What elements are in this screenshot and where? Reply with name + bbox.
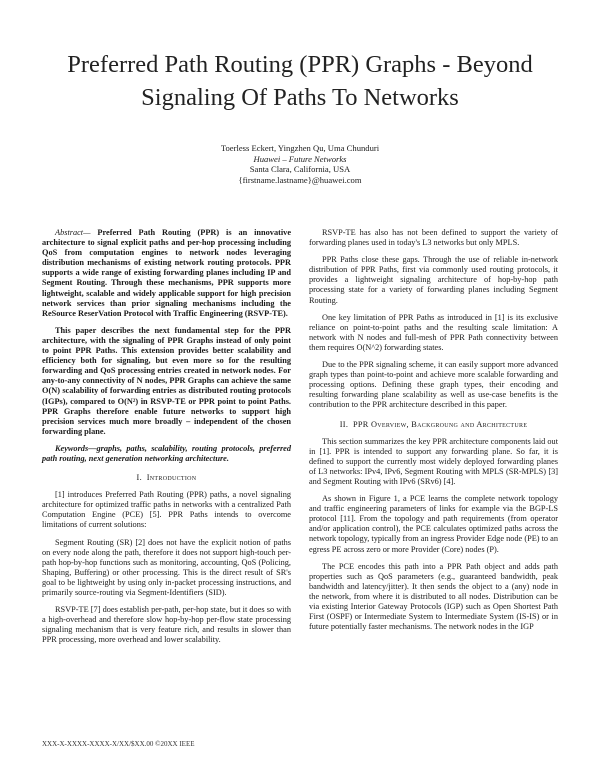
author-block	[100, 143, 500, 185]
section-1-heading	[42, 473, 291, 483]
paper-title: Preferred Path Routing (PPR) Graphs - Beyond Signaling Of Paths To Networks	[67, 51, 533, 111]
abstract-paragraph-2: This paper describes the next fundamental step for the PPR architecture, with the signaling of PPR Graphs instead of only point to point PPR Paths. This extension provides better scalability and efficiency both for signaling, but even more so for the resulting forwarding and QoS processing entries created in network nodes. For any-to-any connectivity of N nodes, PPR Graphs can achieve the same O(N) scalability of forwarding entries as distributed routing protocols (IGPs), compared to O(N²) in RSVP-TE or PPR point to point Paths. PPR Graphs therefore enable future networks to support high precision services much more broadly – independent of the chosen forwarding plane.	[42, 325, 291, 436]
abstract-lead: Abstract—	[55, 228, 91, 237]
keywords: Keywords—graphs, paths, scalability, routing protocols, preferred path routing, next generation networking architecture.	[42, 443, 291, 463]
author-affiliation: Huawei – Future Networks	[253, 153, 347, 164]
right-paragraph-4: Due to the PPR signaling scheme, it can easily support more advanced graph types than point-to-point and achieve more scalable forwarding and processing options. Defining these graph types, their encoding and resulting forwarding plane scalability as well as use-case benefits is the contribution to the PPR architecture described in this paper.	[309, 360, 558, 410]
overview-paragraph-2: As shown in Figure 1, a PCE learns the complete network topology and traffic engineering parameters of links for example via the BGP-LS protocol [11]. From the topology and path requirements (from operator and/or application control), the PCE calculates optimized paths across the network topology, typically from an ingress Provider Edge node (PE) to an egress PE across zero or more Provider (Core) nodes (P).	[309, 494, 558, 554]
abstract-text-1: Preferred Path Routing (PPR) is an innovative architecture to signal explicit paths and per-hop processing including QoS from computation engines to network nodes leveraging distribution mechanisms of existing network routing protocols. PPR supports a wide range of existing forwarding planes including IP and Segment Routing. Through these mechanisms, PPR supports more lightweight, scalable and widely applicable support for high precision network services than prior signaling mechanisms including the ReSource ReserVation Protocol with Traffic Engineering (RSVP-TE).	[42, 228, 292, 318]
right-column	[309, 228, 558, 639]
right-paragraph-2: PPR Paths close these gaps. Through the use of reliable in-network distribution of PPR Paths, first via commonly used routing protocols, it provides a lightweight signaling architecture of hop-by-hop path processing state for a variety of forwarding planes including Segment Routing.	[309, 255, 558, 305]
section-2-number: II.	[339, 419, 349, 429]
left-column	[42, 228, 291, 652]
right-paragraph-3: One key limitation of PPR Paths as introduced in [1] is its exclusive reliance on point-to-point paths and the resulting scale limitation: A network with N nodes and full-mesh of PPR Path connectivity between them requires O(N^2) forwarding states.	[309, 312, 558, 352]
intro-paragraph-1: [1] introduces Preferred Path Routing (PPR) paths, a novel signaling architecture for optimized traffic paths in networks with a centralized Path Computation Engine (PCE) [5]. PPR Paths intends to overcome limitations of current solutions:	[42, 490, 291, 530]
section-2-heading	[309, 420, 558, 430]
overview-paragraph-1: This section summarizes the key PPR architecture components laid out in [1]. PPR is intended to support any forwarding plane. So far, it is defined to support the currently most widely deployed forwarding planes of L3 networks: IPv4, IPv6, Segment Routing with MPLS (SR-MPLS) [3] and Segment Routing with IPv6 (SRv6) [4].	[309, 436, 558, 486]
section-1-number: I.	[136, 473, 142, 483]
right-paragraph-1: RSVP-TE has also has not been defined to support the variety of forwarding planes used in today's L3 networks but only MPLS.	[309, 228, 558, 248]
intro-paragraph-3: RSVP-TE [7] does establish per-path, per-hop state, but it does so with a high-overhead and therefore slow hop-by-hop per-flow state processing signaling mechanism that is very feature rich, and results in slower than PPR processing, more overhead and lower scalability.	[42, 605, 291, 645]
author-email: {firstname.lastname}@huawei.com	[238, 174, 362, 185]
author-names: Toerless Eckert, Yingzhen Qu, Uma Chunduri	[220, 143, 380, 153]
overview-paragraph-3: The PCE encodes this path into a PPR Path object and adds path properties such as QoS parameters (e.g., guaranteed bandwidth, peak bandwidth and latency/jitter). It then sends the object to a (any) node in the network, from where it is distributed to all nodes. Distribution can be via existing Interior Gateway Protocols (IGP) such as Open Shortest Path First (OSPF) or Intermediate System to Intermediate System (IS-IS) or in future potentially faster mechanisms. The network nodes in the IGP	[309, 561, 558, 632]
intro-paragraph-2: Segment Routing (SR) [2] does not have the explicit notion of paths on every node along the path, therefore it does not support high-touch per-path hop-by-hop functions such as monitoring, accounting, QoS (Policing, Shaping, Buffering) or other processing. This is the direct result of SR's goal to be lightweight by using only in-packet processing instructions, and primarily source-routing via Segment-Identifiers (SID).	[42, 537, 291, 597]
section-1-title: Introduction	[146, 473, 197, 483]
abstract-paragraph-1	[42, 228, 291, 319]
copyright-footer: XXX-X-XXXX-XXXX-X/XX/$XX.00 ©20XX IEEE	[42, 740, 195, 748]
section-2-title: PPR Overview, Backgroung and Architecture	[352, 419, 528, 429]
author-location: Santa Clara, California, USA	[249, 164, 351, 175]
